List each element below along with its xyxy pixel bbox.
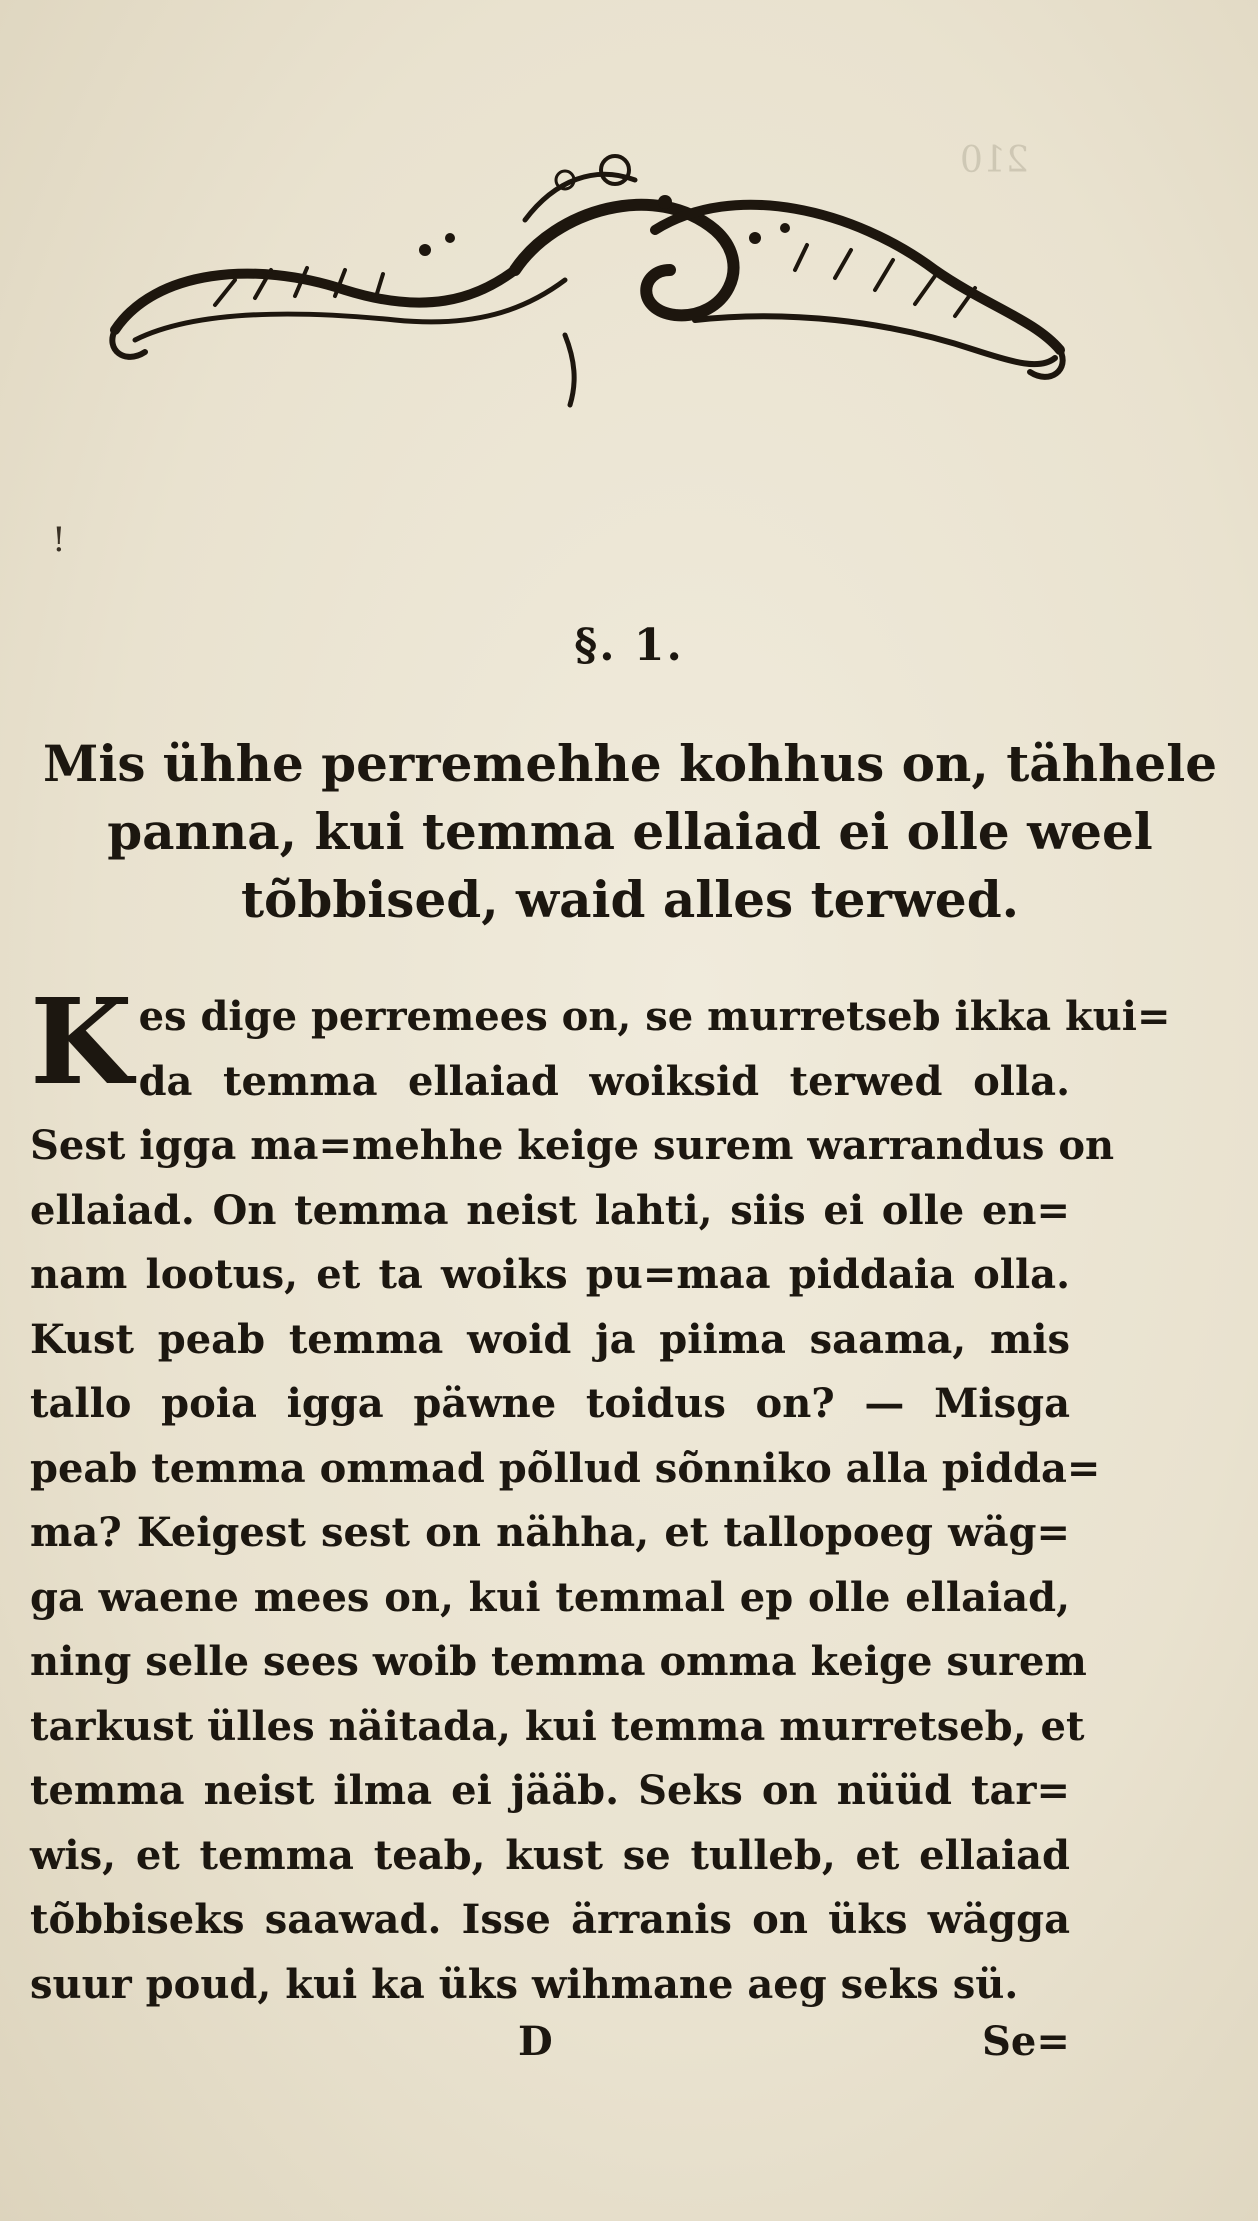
- bleed-through-text: 210: [960, 140, 1029, 181]
- catchword: Se=: [982, 2018, 1070, 2065]
- text-line: wis, et temma teab, kust se tulleb, et ellaiad: [30, 1831, 1070, 1879]
- body-paragraph: [30, 972, 1171, 2017]
- text-line: Kust peab temma woid ja piima saama, mis: [30, 1315, 1070, 1363]
- text-line: ga waene mees on, kui temmal ep olle ellaiad,: [30, 1573, 1070, 1621]
- text-line: tallo poia igga päwne toidus on? — Misga: [30, 1380, 1070, 1427]
- margin-mark: !: [52, 520, 66, 560]
- text-line: suur poud, kui ka üks wihmane aeg seks sü.: [30, 1960, 1019, 2008]
- ornament-headpiece-icon: [95, 120, 1075, 410]
- text-line: temma neist ilma ei jääb. Seks on nüüd tar=: [30, 1767, 1070, 1814]
- text-line: ellaiad. On temma neist lahti, siis ei olle en=: [30, 1186, 1070, 1234]
- text-line: tõbbiseks saawad. Isse ärranis on üks wägga: [30, 1896, 1070, 1943]
- heading-line: tõbbised, waid alles terwed.: [240, 870, 1020, 929]
- text-line: ning selle sees woib temma omma keige surem: [30, 1638, 1087, 1685]
- heading-line: panna, kui temma ellaiad ei olle weel: [107, 802, 1153, 861]
- section-heading: [40, 730, 1220, 934]
- signature-mark: D: [518, 2018, 553, 2065]
- drop-cap: K: [30, 972, 133, 1111]
- section-number: §. 1.: [574, 620, 684, 671]
- heading-line: Mis ühhe perremehhe kohhus on, tähhele: [42, 734, 1218, 793]
- text-line: tarkust ülles näitada, kui temma murretseb, et: [30, 1702, 1085, 1750]
- text-line: Sest igga ma=mehhe keige surem warrandus on: [30, 1122, 1115, 1169]
- text-line: da temma ellaiad woiksid terwed olla.: [138, 1057, 1070, 1105]
- text-line: nam lootus, et ta woiks pu=maa piddaia olla.: [30, 1251, 1070, 1298]
- text-line: ma? Keigest sest on nähha, et tallopoeg wäg=: [30, 1509, 1070, 1556]
- text-line: es dige perremees on, se murretseb ikka kui=: [138, 993, 1171, 1040]
- text-line: peab temma ommad põllud sõnniko alla pidda=: [30, 1444, 1101, 1492]
